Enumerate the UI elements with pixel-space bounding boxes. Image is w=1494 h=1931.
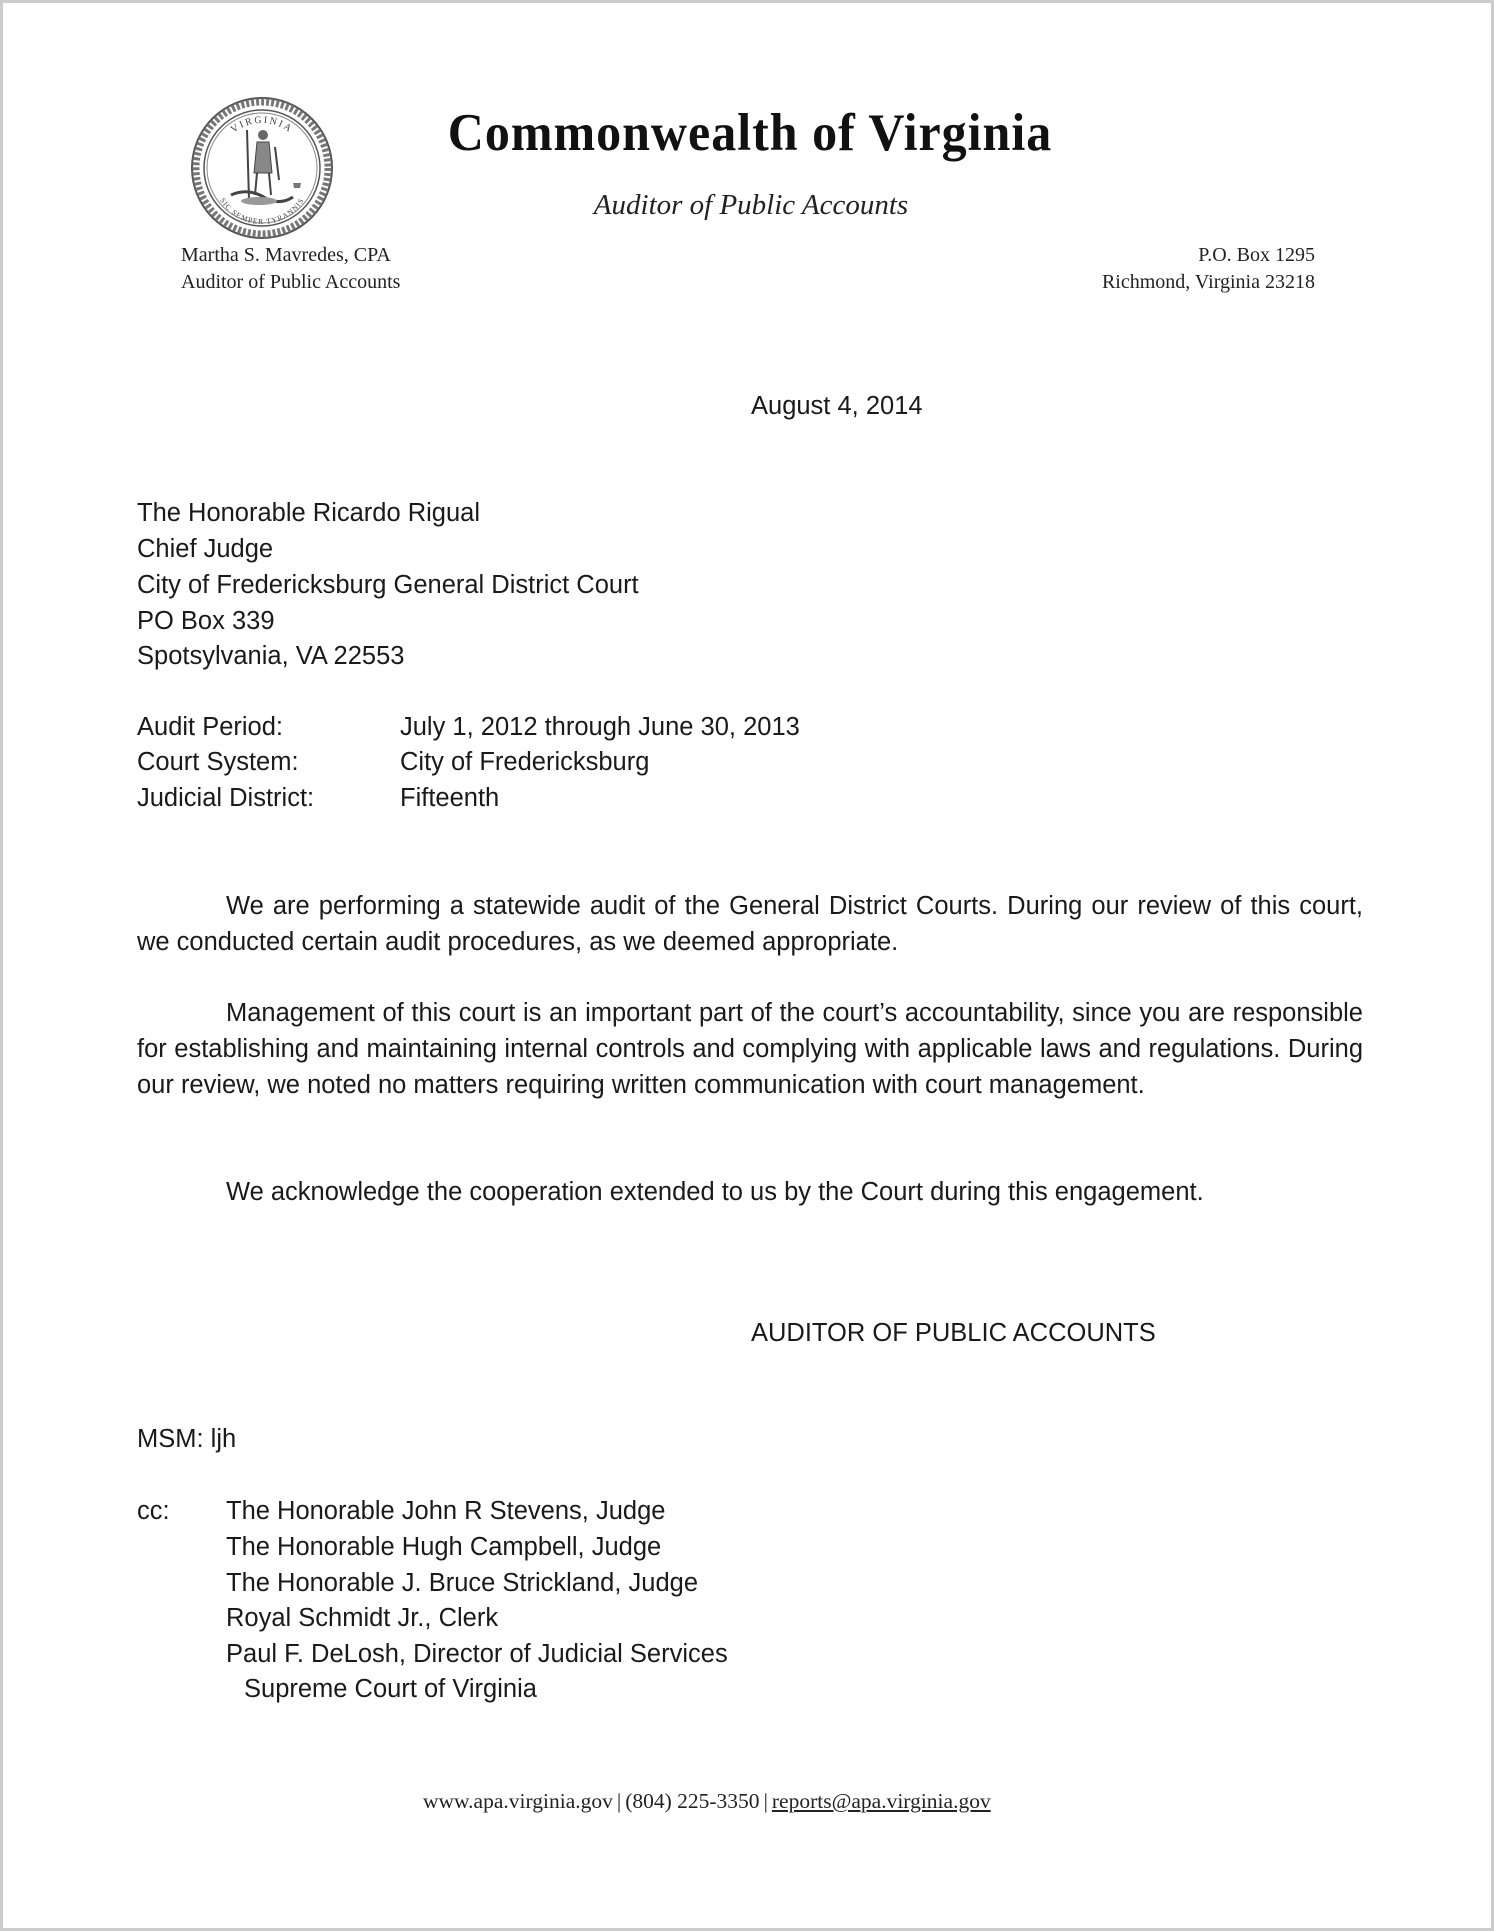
- reference-initials: MSM: ljh: [137, 1425, 237, 1453]
- cc-recipient-organization: Supreme Court of Virginia: [244, 1675, 537, 1703]
- audit-period-value: July 1, 2012 through June 30, 2013: [400, 713, 800, 741]
- recipient-line: Spotsylvania, VA 22553: [137, 642, 405, 670]
- body-paragraph: We are performing a statewide audit of the General District Courts. During our review of this court, we conducted certain audit procedures, as we deemed appropriate.: [137, 892, 1363, 956]
- footer-email-link[interactable]: reports@apa.virginia.gov: [771, 1789, 991, 1813]
- recipient-line: Chief Judge: [137, 535, 274, 563]
- city-state-zip: Richmond, Virginia 23218: [1101, 271, 1315, 293]
- auditor-name: Martha S. Mavredes, CPA: [181, 244, 391, 266]
- footer-contact: [423, 1789, 991, 1814]
- letter-date: August 4, 2014: [751, 392, 923, 420]
- recipient-line: City of Fredericksburg General District Court: [137, 571, 639, 599]
- cc-recipient: The Honorable John R Stevens, Judge: [226, 1497, 666, 1525]
- recipient-line: PO Box 339: [137, 607, 275, 635]
- cc-recipient: Royal Schmidt Jr., Clerk: [226, 1604, 499, 1632]
- body-paragraph: We acknowledge the cooperation extended to us by the Court during this engagement.: [226, 1178, 1204, 1206]
- po-box: P.O. Box 1295: [1198, 244, 1315, 266]
- recipient-line: The Honorable Ricardo Rigual: [137, 499, 481, 527]
- svg-text:SIC SEMPER TYRANNIS: SIC SEMPER TYRANNIS: [218, 196, 306, 227]
- virginia-seal-icon: [189, 95, 335, 241]
- footer-website-link[interactable]: www.apa.virginia.gov: [423, 1789, 613, 1813]
- svg-text:VIRGINIA: VIRGINIA: [228, 114, 296, 136]
- court-system-value: City of Fredericksburg: [400, 748, 650, 776]
- auditor-title: Auditor of Public Accounts: [181, 271, 401, 293]
- audit-period-label: Audit Period:: [137, 713, 284, 741]
- cc-label: cc:: [137, 1497, 170, 1525]
- footer-separator: |: [616, 1789, 622, 1813]
- judicial-district-value: Fifteenth: [400, 784, 500, 812]
- footer-separator: |: [763, 1789, 768, 1813]
- cc-recipient: The Honorable Hugh Campbell, Judge: [226, 1533, 662, 1561]
- body-paragraph: Management of this court is an important part of the court’s accountability, since you are responsible for establishing and maintaining internal controls and complying with applicable laws and regulations. During our review, we noted no matters requiring written communication with court management.: [137, 999, 1363, 1099]
- letterhead-subtitle: Auditor of Public Accounts: [593, 189, 909, 221]
- cc-recipient: The Honorable J. Bruce Strickland, Judge: [226, 1569, 698, 1597]
- court-system-label: Court System:: [137, 748, 299, 776]
- signature-block: AUDITOR OF PUBLIC ACCOUNTS: [751, 1319, 1156, 1347]
- letterhead-title: Commonwealth of Virginia: [447, 102, 1053, 162]
- cc-recipient: Paul F. DeLosh, Director of Judicial Services: [226, 1640, 728, 1668]
- judicial-district-label: Judicial District:: [137, 784, 315, 812]
- footer-phone: (804) 225-3350: [625, 1789, 760, 1813]
